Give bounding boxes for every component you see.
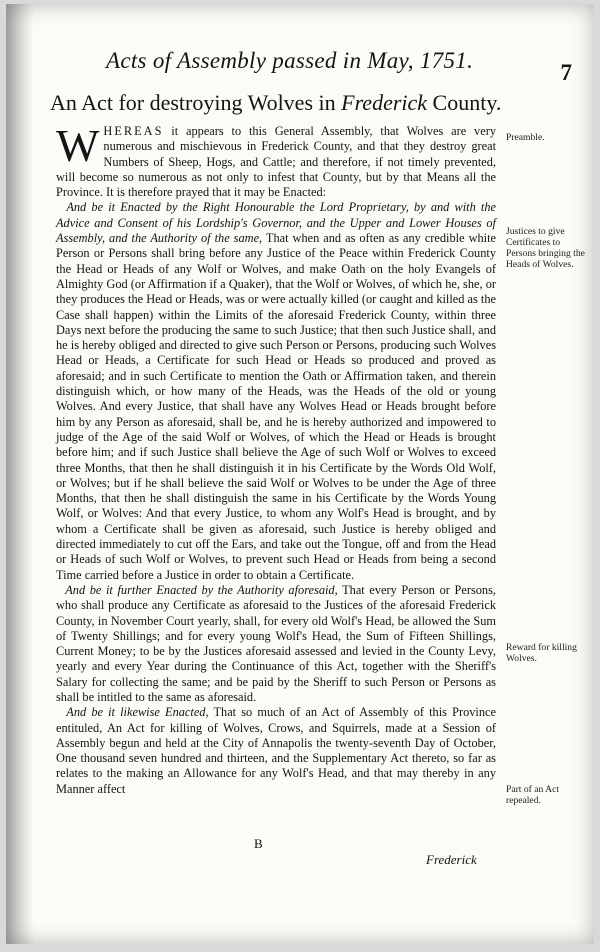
section-1-enacting-clause: And be it Enacted by the Right Honourable the Lord Proprietary, by and with the Advice and Consent of his Lordship's Governor, and the Upper and Lower Houses of Assembly, and the Authority of the same,	[56, 200, 497, 246]
signature-mark: B	[254, 836, 263, 851]
margin-note-repealed: Part of an Act repealed.	[506, 784, 560, 806]
section-1-text: That when and as often as any credible white Person or Persons shall bring before any Justice of the Peace within Frederick County the Head or Heads of any Wolf or Wolves, and make Oath on the holy Evangels of Almighty God (or Affirmation if a Quaker), that the Wolf or Wolves, of which he, she, or they produces the Head or Heads, was or were actually killed (or caught and killed as the Case shall happen) within the Limits of the aforesaid Frederick County, within three Days next before the producing the same to such Justice; that then such Justice shall, and he is hereby obliged and directed to give such Person or Persons, producing such Wolves Head or Heads, a Certificate for such Head or Heads so produced and proved as aforesaid; and in such Certificate to mention the Oath or Affirmation taken, and therein distinguish which, or how many of the Heads, was the Heads of the old or young Wolves. And every Justice, that shall have any Wolves Head or Heads brought before him by any Person as aforesaid, shall be, and he is hereby authorized and impowered to judge of the Age of the said Wolf or Wolves, of which the Head or Heads is brought before him; and if such Justice shall believe the Age of such Wolf or Wolves to exceed three Months, that then he shall distinguish it in his Certificate by the Words Old Wolf, or Wolves; but if he shall believe the said Wolf or Wolves to be under the Age of three Months, that then he shall distinguish the same in his Certificate by the Words Young Wolf, or Wolves: And that every Justice, to whom any Wolf's Head is brought, and by whom a Certificate shall be given as aforesaid, such Justice is hereby obliged and directed immediately to cut off the Ears, and take out the Tongue, off and from the Head or Heads of such Wolf or Wolves, to prevent such Head or Heads from being a second Time carried before a Justice in order to obtain a Certificate.	[56, 231, 496, 582]
preamble-paragraph	[56, 120, 496, 200]
section-2-enacting-clause: And be it further Enacted by the Authority aforesaid,	[65, 582, 338, 597]
catchword: Frederick	[426, 852, 477, 867]
margin-note-preamble: Preamble.	[506, 132, 545, 143]
page-number: 7	[560, 60, 572, 85]
act-title-suffix: County.	[432, 90, 502, 115]
margin-note-reward: Reward for killing Wolves.	[506, 642, 577, 664]
drop-cap-rest: HEREAS	[103, 124, 164, 138]
section-2-text: That every Person or Persons, who shall produce any Certificate as aforesaid to the Justices of the aforesaid Frederick County, in November Court yearly, shall, for every old Wolf's Head, be allowed the Sum of Twenty Shillings; and for every young Wolf's Head, the Sum of Fifteen Shillings, Current Money; to be by the Justices aforesaid assessed and levied in the County Levy, yearly and every Year during the Continuance of this Act, together with the Sheriff's Salary for collecting the same; and be paid by the Sheriff to such Person or Persons as shall be intitled to the same as aforesaid.	[56, 582, 496, 704]
act-title-prefix: An Act for destroying Wolves in	[50, 90, 336, 115]
section-3-paragraph	[56, 705, 496, 797]
act-body	[56, 120, 497, 797]
running-head: Acts of Assembly passed in May, 1751.	[106, 48, 474, 73]
act-title	[50, 90, 530, 116]
binding-shadow	[6, 4, 34, 944]
section-2-paragraph	[56, 583, 496, 705]
section-1-paragraph	[56, 200, 496, 582]
document-page	[6, 4, 594, 944]
drop-cap: W	[56, 120, 100, 171]
margin-note-justices: Justices to give Certificates to Persons bringing the Heads of Wolves.	[506, 226, 585, 270]
preamble-text: it appears to this General Assembly, that Wolves are very numerous and mischievous in Frederick County, and that they destroy great Numbers of Sheep, Hogs, and Cattle; and therefore, if not timely prevented, will become so numerous as not only to infest that County, but by that Means all the Province. It is therefore prayed that it may be Enacted:	[56, 124, 496, 200]
section-3-enacting-clause: And be it likewise Enacted,	[66, 705, 209, 720]
section-3-text: That so much of an Act of Assembly of this Province entituled, An Act for killing of Wolves, Crows, and Squirrels, made at a Session of Assembly begun and held at the City of Annapolis the twenty-seventh Day of October, One thousand seven hundred and thirteen, and the Supplementary Act thereto, so far as relates to the making an Allowance for any Wolf's Head, and that may thereby in any Manner affect	[56, 705, 496, 796]
act-title-county: Frederick	[341, 90, 428, 115]
